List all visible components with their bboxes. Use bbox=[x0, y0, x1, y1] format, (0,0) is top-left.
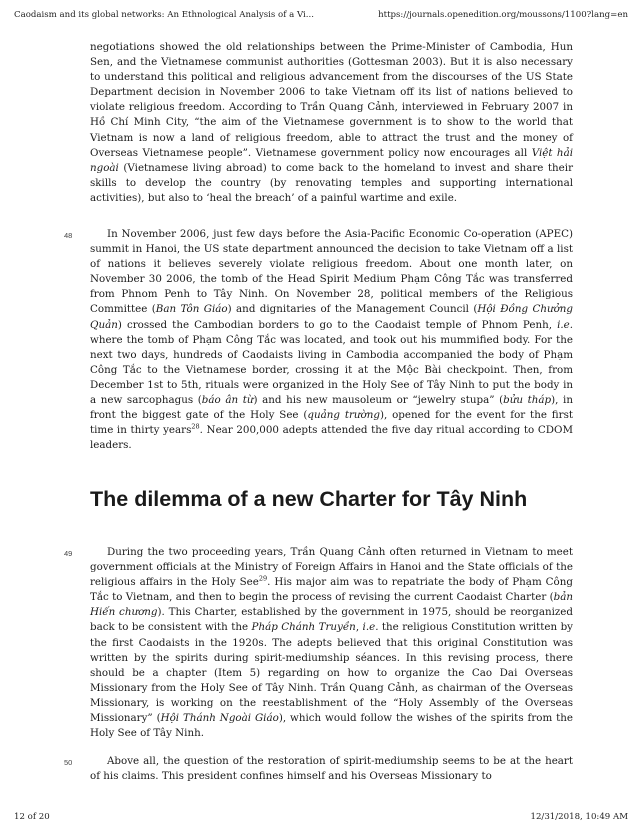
italic-term: bửu tháp bbox=[503, 394, 552, 407]
text-run: During the two proceeding years, Trần Quang Cảnh often returned in Vietnam to meet government officials at the Ministry of Foreign Affairs in Hanoi and the State officials of the religious affairs in the Holy See bbox=[90, 546, 573, 589]
text-run: (Vietnamese living abroad) to come back to the homeland to invest and share their skills to develop the country (by renovating temples and supporting international activities), but also to ‘heal the breach’ of a painful wartime and exile. bbox=[90, 161, 573, 204]
italic-term: báo ân từ bbox=[201, 394, 254, 407]
italic-term: quảng trường bbox=[307, 409, 380, 422]
text-run: ) and his new mausoleum or “jewelry stupa” ( bbox=[253, 394, 504, 407]
footnote-ref-28[interactable]: 28 bbox=[191, 422, 200, 431]
page-title-header: Caodaism and its global networks: An Ethnological Analysis of a Vi... bbox=[14, 10, 314, 20]
footnote-ref-29[interactable]: 29 bbox=[258, 574, 268, 583]
italic-term: i.e. bbox=[557, 318, 573, 331]
paragraph-number-49: 49 bbox=[64, 549, 73, 558]
paragraph-48 bbox=[90, 227, 573, 453]
text-run: In November 2006, just few days before the Asia-Pacific Economic Co-operation (APEC) summit in Hanoi, the US state department announced the decision to take Vietnam off a list of nations it believes severely violate religious freedom. About one month later, on November 30 2006, the tomb of the Head Spirit Medium Phạm Công Tắc was transferred from Phnom Penh to Tây Ninh. On November 28, political members of the Religious Committee ( bbox=[90, 228, 573, 316]
italic-term: bản Hiến chương bbox=[90, 591, 573, 619]
text-run: . Near 200,000 adepts attended the five day ritual according to CDOM leaders. bbox=[90, 424, 573, 452]
text-run: ) crossed the Cambodian borders to go to the Caodaist temple of Phnom Penh, bbox=[117, 318, 558, 331]
text-run: . His major aim was to repatriate the body of Phạm Công Tắc to Vietnam, and then to begin the process of revising the current Caodaist Charter ( bbox=[90, 576, 573, 604]
italic-term: Hội Thánh Ngoài Giáo bbox=[160, 712, 279, 725]
text-run: ) and dignitaries of the Management Council ( bbox=[227, 303, 478, 316]
italic-term: Ban Tôn Giáo bbox=[155, 303, 228, 316]
text-run: the religious Constitution written by the first Caodaists in the 1920s. The adepts believed that this original Constitution was written by the spirits during spirit-mediumship séances. In this revising process, there should be a chapter (Item 5) regarding on how to organize the Cao Dai Overseas Missionary from the Holy See of Tây Ninh. Trần Quang Cảnh, as chairman of the Overseas Missionary, is working on the reestablishment of the “Holy Assembly of the Overseas Missionary” ( bbox=[90, 621, 573, 725]
page-counter: 12 of 20 bbox=[14, 812, 50, 822]
text-run: ), in front the biggest gate of the Holy See ( bbox=[90, 394, 573, 422]
text-run: ), opened for the event for the first time in thirty years bbox=[90, 409, 573, 437]
paragraph-50 bbox=[90, 754, 573, 784]
text-run: where the tomb of Phạm Công Tắc was located, and took out his mummified body. For the next two days, hundreds of Caodaists living in Cambodia accompanied the body of Phạm Công Tắc to the Vietnamese border, crossing it at the Mộc Bài checkpoint. Then, from December 1st to 5th, rituals were organized in the Holy See of Tây Ninh to put the body in a new sarcophagus ( bbox=[90, 333, 573, 407]
paragraph-number-48: 48 bbox=[64, 231, 73, 240]
section-heading: The dilemma of a new Charter for Tây Ninh bbox=[90, 487, 528, 511]
text-run: ). This Charter, established by the government in 1975, should be reorganized back to be consistent with the bbox=[90, 606, 573, 634]
print-datetime: 12/31/2018, 10:49 AM bbox=[530, 812, 628, 822]
italic-term: Việt hải ngoài bbox=[90, 146, 573, 174]
italic-term: Pháp Chánh Truyền bbox=[251, 621, 356, 634]
italic-term: i.e. bbox=[362, 621, 379, 634]
paragraph-number-50: 50 bbox=[64, 758, 73, 767]
text-run: Above all, the question of the restoration of spirit-mediumship seems to be at the heart of his claims. This president confines himself and his Overseas Missionary to bbox=[90, 755, 573, 783]
text-run: , bbox=[355, 621, 363, 634]
paragraph-49 bbox=[90, 545, 573, 741]
italic-term: Hội Đồng Chưởng Quản bbox=[90, 303, 574, 331]
page-url: https://journals.openedition.org/moussons/1100?lang=en bbox=[378, 10, 628, 20]
text-run: ), which would follow the wishes of the spirits from the Holy See of Tây Ninh. bbox=[90, 712, 573, 740]
text-run: negotiations showed the old relationships between the Prime-Minister of Cambodia, Hun Sen, and the Vietnamese communist authorities (Gottesman 2003). But it is also necessary to understand this political and religious advancement from the discourses of the US State Department decision in November 2006 to take Vietnam off its list of nations believed to violate religious freedom. According to Trần Quang Cảnh, interviewed in February 2007 in Hồ Chí Minh City, “the aim of the Vietnamese government is to show to the world that Vietnam is now a land of religious freedom, able to attract the trust and the money of Overseas Vietnamese people”. Vietnamese government policy now encourages all bbox=[90, 41, 573, 159]
paragraph-continued bbox=[90, 40, 573, 206]
